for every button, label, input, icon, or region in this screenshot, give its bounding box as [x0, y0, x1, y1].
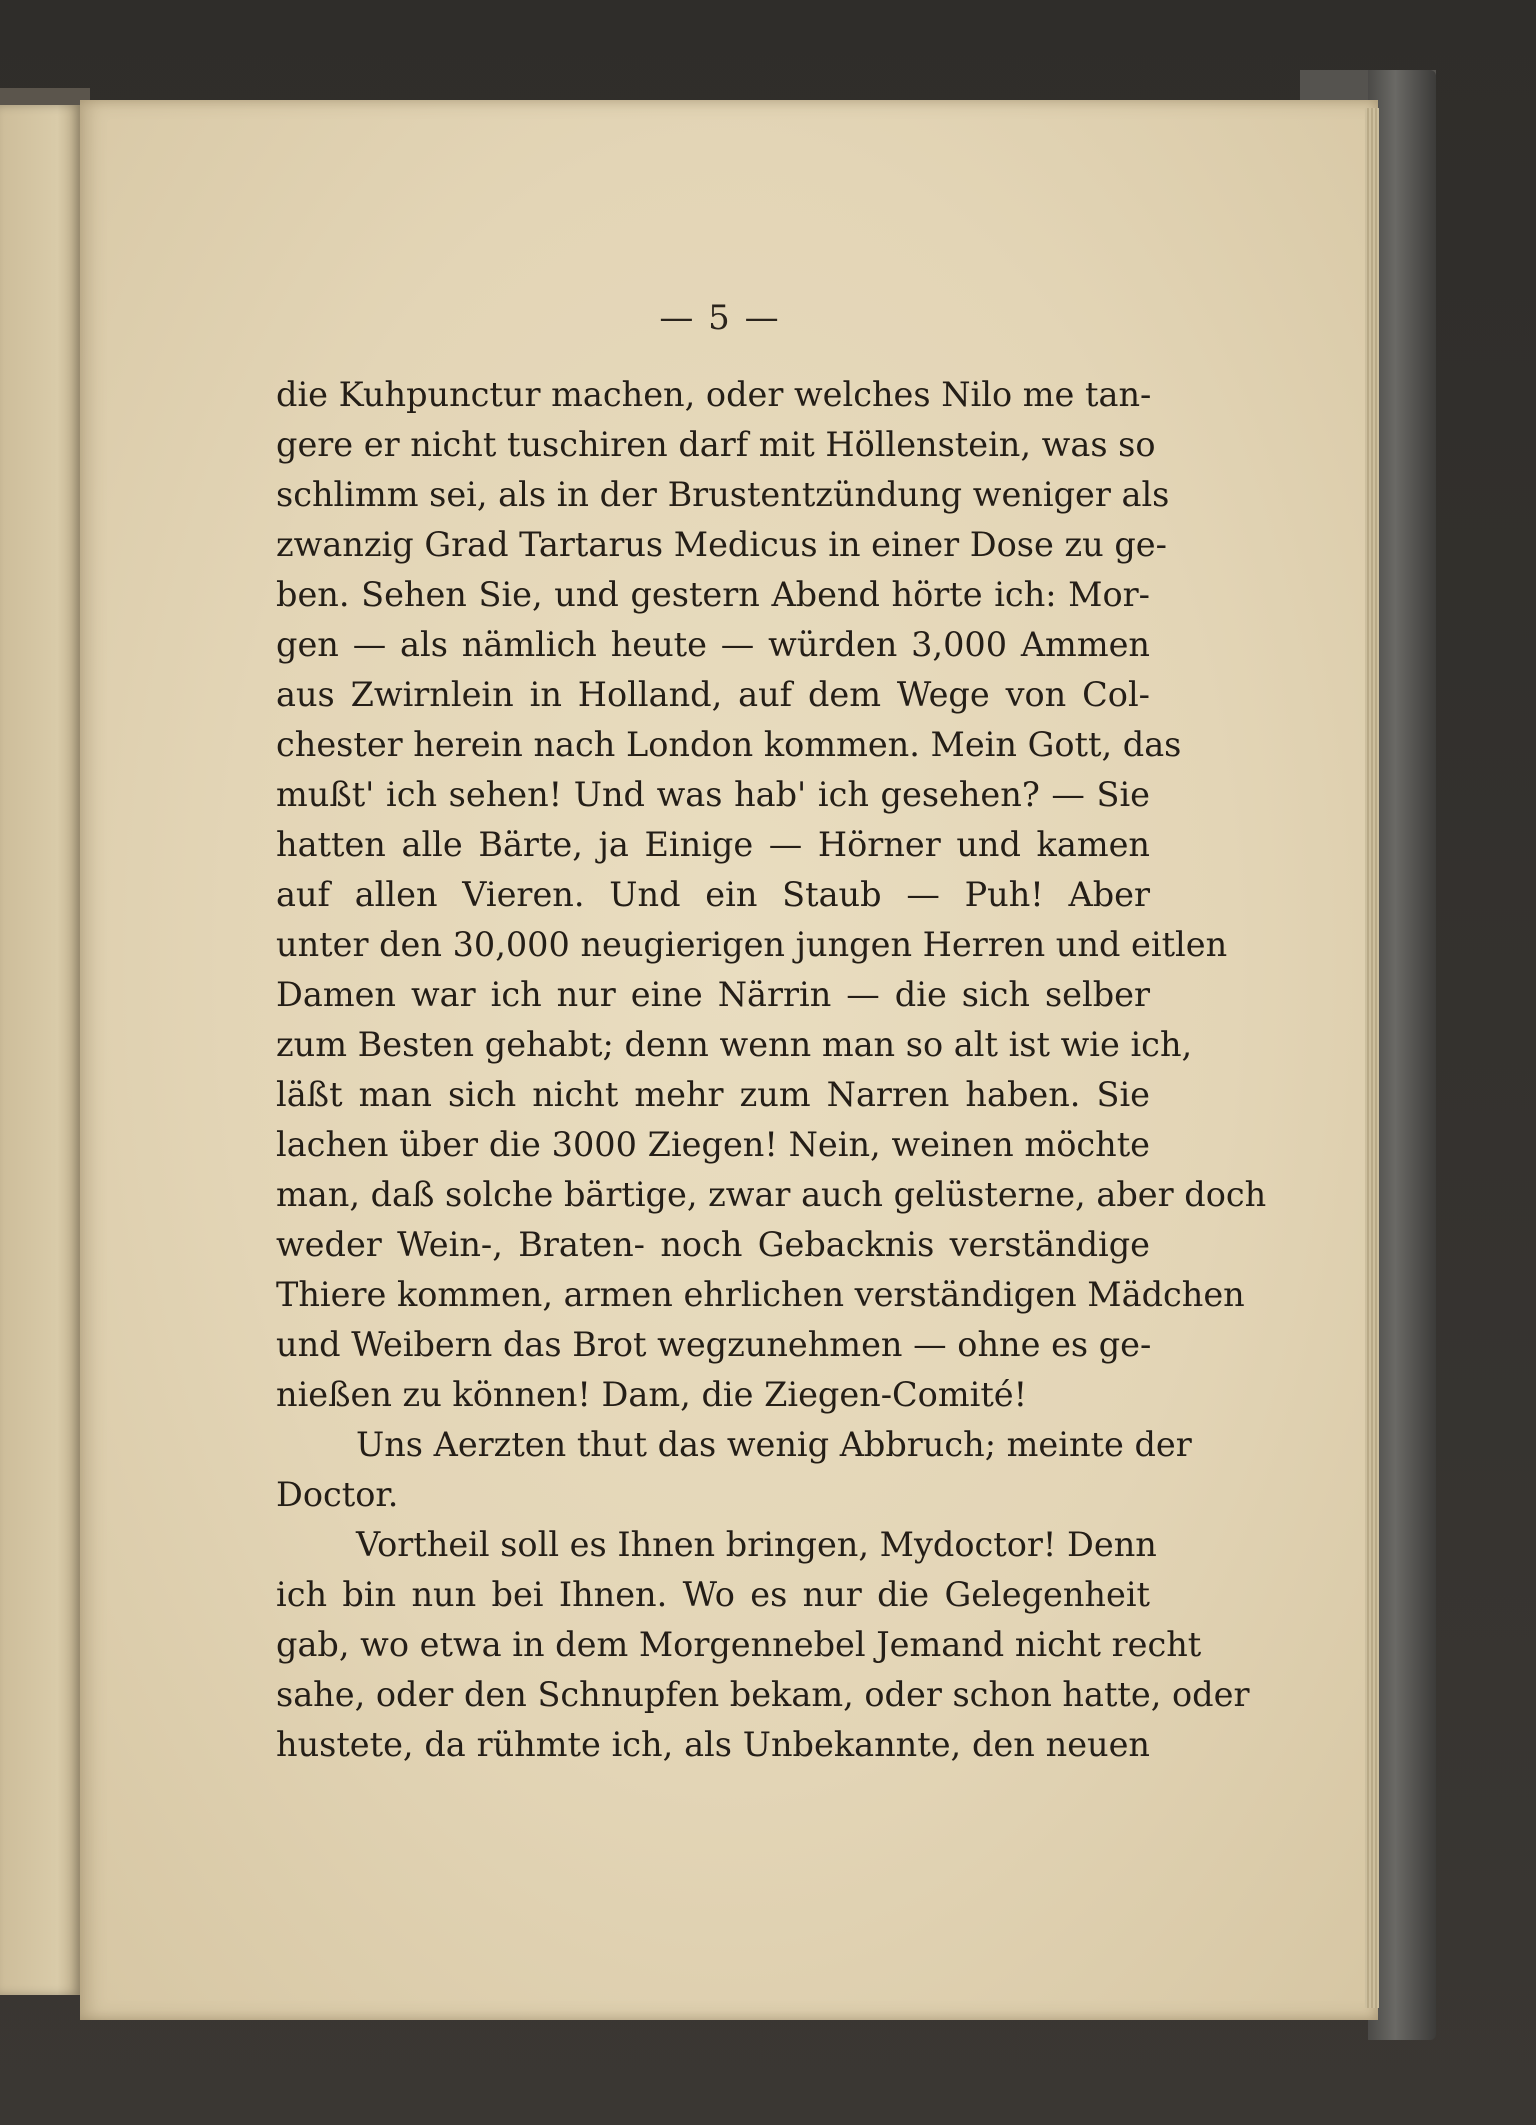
text-line: hatten alle Bärte, ja Einige — Hörner und kamen [276, 825, 1150, 864]
text-line: zum Besten gehabt; denn wenn man so alt ist wie ich, [276, 1025, 1193, 1064]
text-line: ben. Sehen Sie, und gestern Abend hörte ich: Mor- [276, 575, 1150, 614]
text-line: aus Zwirnlein in Holland, auf dem Wege von Col- [276, 675, 1150, 714]
text-line: ich bin nun bei Ihnen. Wo es nur die Gelegenheit [276, 1575, 1150, 1614]
text-line: auf allen Vieren. Und ein Staub — Puh! Aber [276, 875, 1150, 914]
text-line: gab, wo etwa in dem Morgennebel Jemand nicht recht [276, 1625, 1202, 1664]
text-line: die Kuhpunctur machen, oder welches Nilo me tan- [276, 375, 1152, 414]
text-line: läßt man sich nicht mehr zum Narren haben. Sie [276, 1075, 1150, 1114]
text-line: gen — als nämlich heute — würden 3,000 Ammen [276, 625, 1150, 664]
text-line: sahe, oder den Schnupfen bekam, oder schon hatte, oder [276, 1675, 1250, 1714]
text-line: gere er nicht tuschiren darf mit Höllenstein, was so [276, 425, 1156, 464]
text-line: hustete, da rühmte ich, als Unbekannte, den neuen [276, 1725, 1150, 1764]
text-line: Doctor. [276, 1475, 399, 1514]
text-line: man, daß solche bärtige, zwar auch gelüsterne, aber doch [276, 1175, 1267, 1214]
text-line: mußt' ich sehen! Und was hab' ich gesehen? — Sie [276, 775, 1150, 814]
text-line: Thiere kommen, armen ehrlichen verständigen Mädchen [276, 1275, 1245, 1314]
text-line: lachen über die 3000 Ziegen! Nein, weinen möchte [276, 1125, 1150, 1164]
text-line: chester herein nach London kommen. Mein Gott, das [276, 725, 1182, 764]
text-line: Damen war ich nur eine Närrin — die sich selber [276, 975, 1150, 1014]
facing-page [0, 105, 82, 1995]
text-line: zwanzig Grad Tartarus Medicus in einer Dose zu ge- [276, 525, 1167, 564]
text-line: unter den 30,000 neugierigen jungen Herren und eitlen [276, 925, 1228, 964]
text-line: Vortheil soll es Ihnen bringen, Mydoctor! Denn [356, 1525, 1157, 1564]
facing-page-edge [0, 88, 90, 106]
text-line: nießen zu können! Dam, die Ziegen-Comité! [276, 1375, 1028, 1414]
body-text [276, 370, 1267, 1770]
page-block-edge [1365, 108, 1379, 2008]
text-line: weder Wein-, Braten- noch Gebacknis verständige [276, 1225, 1150, 1264]
text-line: Uns Aerzten thut das wenig Abbruch; meinte der [356, 1425, 1192, 1464]
text-line: schlimm sei, als in der Brustentzündung weniger als [276, 475, 1170, 514]
text-line: und Weibern das Brot wegzunehmen — ohne es ge- [276, 1325, 1152, 1364]
page-number-header: — 5 — [659, 298, 781, 338]
